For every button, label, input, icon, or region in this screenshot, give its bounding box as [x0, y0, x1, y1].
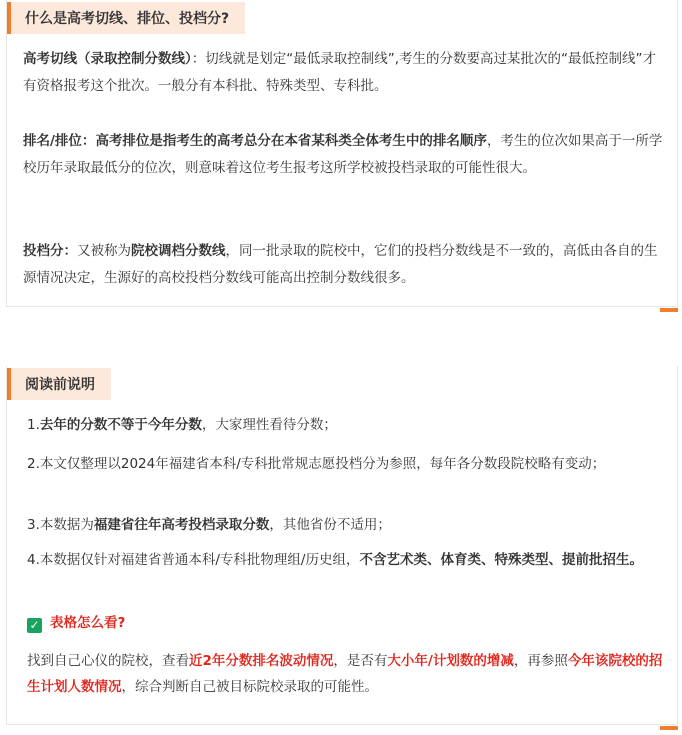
note-item-1: 1.去年的分数不等于今年分数，大家理性看待分数； [27, 417, 337, 433]
reading-notes-card [6, 366, 678, 724]
ranking-paragraph: 排名/排位：高考排位是指考生的高考总分在本省某科类全体考生中的排名顺序，考生的位次如果高于一所学校历年录取最低分的位次，则意味着这位考生报考这所学校被投档录取的可能性很大。 [23, 133, 663, 176]
note-item-2: 2.本文仅整理以2024年福建省本科/专科批常规志愿投档分为参照，每年各分数段院校略有变动； [27, 456, 606, 472]
card-divider [6, 306, 678, 307]
filing-score-paragraph: 投档分：又被称为院校调档分数线，同一批录取的院校中，它们的投档分数线是不一致的，高低由各自的生源情况决定，生源好的高校投档分数线可能高出控制分数线很多。 [23, 243, 658, 286]
card-divider [6, 724, 678, 725]
how-to-read-guide: 找到自己心仪的院校，查看近2年分数排名波动情况，是否有大小年/计划数的增减，再参照今年该院校的招生计划人数情况，综合判断自己被目标院校录取的可能性。 [27, 653, 663, 695]
definitions-card [6, 0, 678, 306]
cutoff-paragraph: 高考切线（录取控制分数线）：切线就是划定“最低录取控制线”,考生的分数要高过某批次的“最低控制线”才有资格报考这个批次。一般分有本科批、特殊类型、专科批。 [23, 51, 657, 94]
checkmark-icon: ✓ [27, 618, 42, 633]
how-to-read-subtitle: ✓ 表格怎么看? [27, 610, 669, 636]
card-corner-accent [660, 308, 678, 312]
note-item-4: 4.本数据仅针对福建省普通本科/专科批物理组/历史组，不含艺术类、体育类、特殊类型、提前批招生。 [27, 552, 643, 568]
section-title: 阅读前说明 [7, 368, 111, 400]
card-corner-accent [660, 726, 678, 730]
note-item-3: 3.本数据为福建省往年高考投档录取分数，其他省份不适用； [27, 517, 391, 533]
section-title: 什么是高考切线、排位、投档分? [7, 2, 245, 34]
